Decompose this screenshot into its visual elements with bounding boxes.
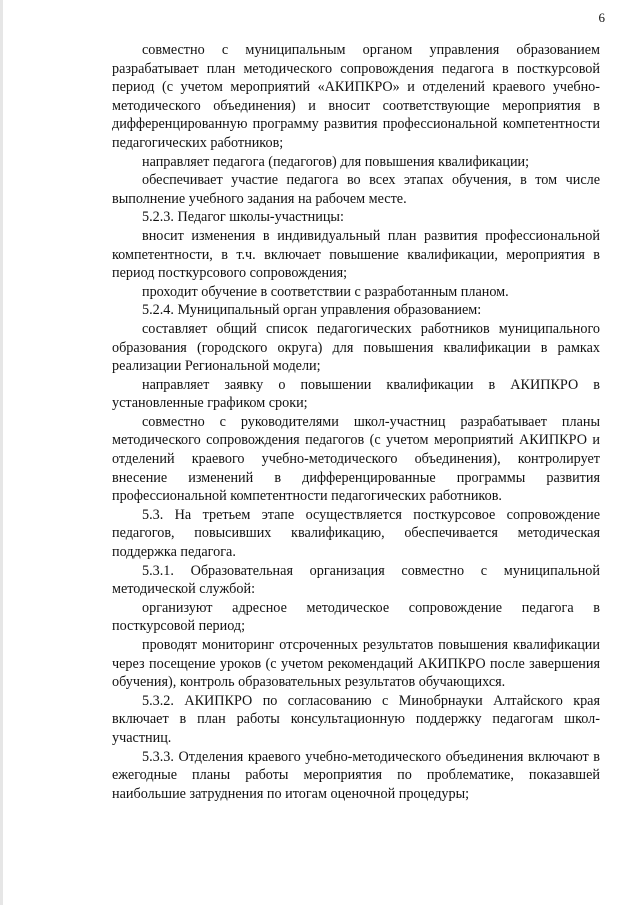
paragraph: вносит изменения в индивидуальный план развития профессиональной компетентности, в т.ч. включает повышение квалификации, мероприятия в период посткурсового сопровождения; xyxy=(112,227,600,282)
paragraph: проходит обучение в соответствии с разработанным планом. xyxy=(142,283,509,300)
paragraph: совместно с руководителями школ-участниц разрабатывает планы методического сопровождения педагогов (с учетом мероприятий АКИПКРО и отделений краевого учебно-методического объединения), контролирует внесение изменений в дифференцированные программы развития профессиональной компетентности педагогических работников. xyxy=(112,413,600,505)
section-paragraph: 5.3. На третьем этапе осуществляется посткурсовое сопровождение педагогов, повысивших квалификацию, обеспечивается методическая поддержка педагога. xyxy=(112,506,600,561)
paragraph: организуют адресное методическое сопровождение педагога в посткурсовой период; xyxy=(112,599,600,635)
section-heading: 5.2.4. Муниципальный орган управления образованием: xyxy=(142,302,482,319)
paragraph: составляет общий список педагогических работников муниципального образования (городского округа) для повышения квалификации в рамках реализации Региональной модели; xyxy=(112,320,600,375)
page-number: 6 xyxy=(598,10,605,25)
paragraph: совместно с муниципальным органом управления образованием разрабатывает план методического сопровождения педагога в посткурсовой период (с учетом мероприятий «АКИПКРО» и отделений краевого учебно-методического объединения) и вносит соответствующие мероприятия в дифференцированную программу развития профессиональной компетентности педагогических работников; xyxy=(112,42,600,151)
section-paragraph: 5.3.3. Отделения краевого учебно-методического объединения включают в ежегодные планы работы мероприятия по проблематике, показавшей наибольшие затруднения по итогам оценочной процедуры; xyxy=(112,748,600,802)
paragraph: проводят мониторинг отсроченных результатов повышения квалификации через посещение уроков (с учетом рекомендаций АКИПКРО после завершения обучения), контроль образовательных результатов обучающихся. xyxy=(112,637,600,691)
scan-edge xyxy=(0,0,3,905)
section-heading: 5.2.3. Педагог школы-участницы: xyxy=(142,209,344,226)
paragraph: обеспечивает участие педагога во всех этапах обучения, в том числе выполнение учебного задания на рабочем месте. xyxy=(112,172,600,207)
section-heading: 5.3.1. Образовательная организация совместно с муниципальной методической службой: xyxy=(112,562,600,598)
document-body xyxy=(112,41,600,803)
paragraph: направляет заявку о повышении квалификации в АКИПКРО в установленные графиком сроки; xyxy=(112,376,600,412)
paragraph: направляет педагога (педагогов) для повышения квалификации; xyxy=(142,153,530,170)
section-paragraph: 5.3.2. АКИПКРО по согласованию с Минобрнауки Алтайского края включает в план работы консультационную поддержку педагогам школ-участниц. xyxy=(112,692,600,746)
